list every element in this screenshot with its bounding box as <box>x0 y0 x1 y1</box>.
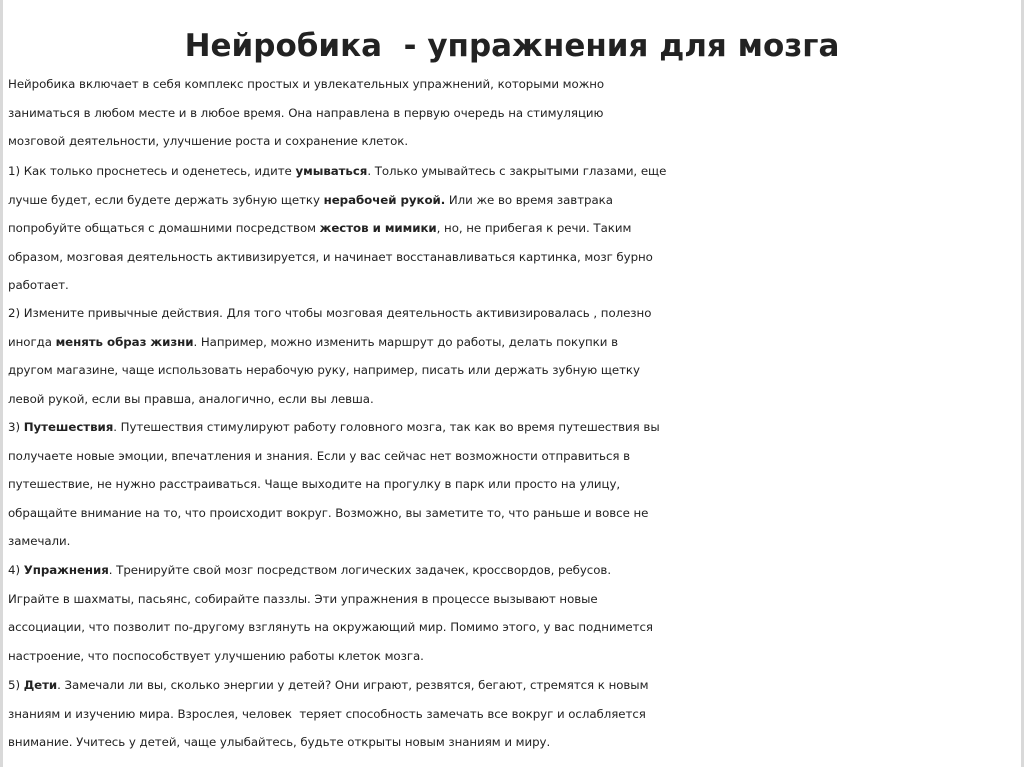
text-run: 3) <box>8 420 24 434</box>
paragraph-4 <box>8 556 1018 670</box>
text-line <box>8 157 1018 186</box>
text-run: 4) <box>8 563 24 577</box>
text-line <box>8 328 1018 357</box>
text-line: Играйте в шахматы, пасьянс, собирайте паззлы. Эти упражнения в процессе вызывают новые <box>8 591 598 606</box>
bold-term: менять образ жизни <box>55 334 194 349</box>
text-line: ассоциации, что позволит по-другому взглянуть на окружающий мир. Помимо этого, у вас поднимется <box>8 620 653 634</box>
text-line: 2) Измените привычные действия. Для того чтобы мозговая деятельность активизировалась , полезно <box>8 306 652 320</box>
bold-term: жестов и мимики <box>319 221 437 235</box>
text-line <box>8 186 1018 215</box>
paragraph-3 <box>8 413 1018 556</box>
text-run: Или же во время завтрака <box>445 192 613 207</box>
text-line: обращайте внимание на то, что происходит вокруг. Возможно, вы заметите то, что раньше и вовсе не <box>8 505 649 520</box>
text-line: путешествие, не нужно расстраиваться. Чаще выходите на прогулку в парк или просто на улицу, <box>8 477 621 491</box>
text-line: знаниям и изучению мира. Взрослея, человек теряет способность замечать все вокруг и ослабляется <box>8 706 646 721</box>
bold-term: умываться <box>295 164 368 178</box>
bold-term: Упражнения <box>23 563 109 577</box>
bold-term: нерабочей рукой. <box>323 192 446 207</box>
text-run: иногда <box>8 334 56 349</box>
intro-paragraph <box>8 70 1018 156</box>
text-run: 1) Как только проснетесь и оденетесь, идите <box>8 164 296 178</box>
text-run: . Путешествия стимулируют работу головного мозга, так как во время путешествия вы <box>113 420 660 434</box>
text-line: другом магазине, чаще использовать нерабочую руку, например, писать или держать зубную щетку <box>8 363 640 377</box>
text-line: мозговой деятельности, улучшение роста и сохранение клеток. <box>8 134 409 148</box>
paragraph-5 <box>8 671 1018 757</box>
left-edge-shadow <box>0 0 3 767</box>
text-line <box>8 556 1018 585</box>
text-line: Нейробика включает в себя комплекс простых и увлекательных упражнений, которыми можно <box>8 77 605 91</box>
paragraph-2 <box>8 299 1018 413</box>
paragraph-1 <box>8 157 1018 300</box>
text-run: . Только умывайтесь с закрытыми глазами, еще <box>367 164 667 178</box>
text-line: заниматься в любом месте и в любое время. Она направлена в первую очередь на стимуляцию <box>8 105 604 120</box>
text-line: левой рукой, если вы правша, аналогично, если вы левша. <box>8 391 374 406</box>
bold-term: Дети <box>23 678 58 692</box>
text-line <box>8 413 1018 442</box>
text-line <box>8 214 1018 243</box>
text-line: замечали. <box>8 534 71 548</box>
text-line <box>8 671 1018 700</box>
text-run: попробуйте общаться с домашними посредством <box>8 221 320 235</box>
text-run: . Замечали ли вы, сколько энергии у детей? Они играют, резвятся, бегают, стремятся к новым <box>57 678 649 692</box>
text-run: , но, не прибегая к речи. Таким <box>436 221 632 235</box>
text-line: получаете новые эмоции, впечатления и знания. Если у вас сейчас нет возможности отправиться в <box>8 448 631 463</box>
text-line: внимание. Учитесь у детей, чаще улыбайтесь, будьте открыты новым знаниям и миру. <box>8 735 551 749</box>
page-title: Нейробика - упражнения для мозга <box>184 28 840 64</box>
text-line: работает. <box>8 278 69 292</box>
text-line: образом, мозговая деятельность активизируется, и начинает восстанавливаться картинка, мозг бурно <box>8 249 653 264</box>
text-run: лучше будет, если будете держать зубную щетку <box>8 192 324 207</box>
bold-term: Путешествия <box>23 420 114 434</box>
text-run: . Тренируйте свой мозг посредством логических задачек, кроссвордов, ребусов. <box>108 563 612 577</box>
text-run: 5) <box>8 678 24 692</box>
text-run: . Например, можно изменить маршрут до работы, делать покупки в <box>193 334 618 349</box>
text-line: настроение, что поспособствует улучшению работы клеток мозга. <box>8 648 424 663</box>
